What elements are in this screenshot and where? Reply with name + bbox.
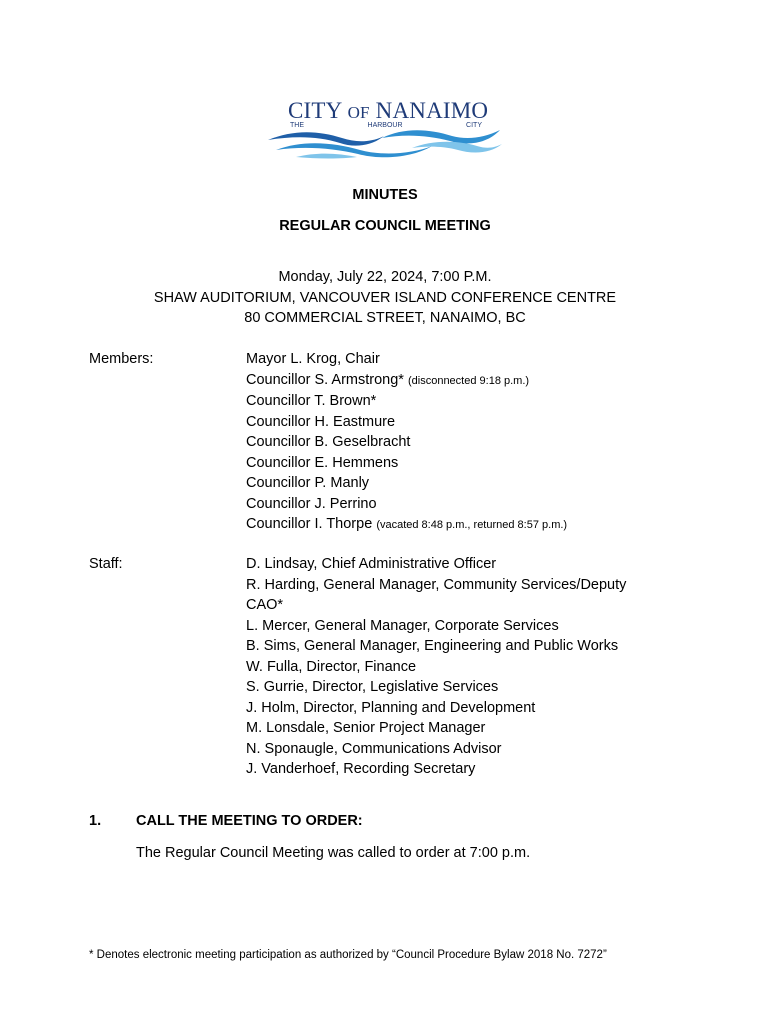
member-item: [246, 432, 567, 453]
staff-item: J. Holm, Director, Planning and Development: [246, 699, 536, 716]
member-name: Councillor P. Manly: [246, 475, 370, 491]
member-name: Mayor L. Krog, Chair: [246, 351, 380, 367]
logo-place-word: NANAIMO: [375, 98, 489, 123]
meeting-venue: SHAW AUDITORIUM, VANCOUVER ISLAND CONFERENCE CENTRE: [153, 290, 617, 306]
member-item: [246, 494, 567, 515]
footnote: * Denotes electronic meeting participation as authorized by “Council Procedure Bylaw 2018 No. 7272”: [89, 949, 607, 961]
logo-tagline-word: HARBOUR: [367, 122, 403, 129]
member-item: [246, 412, 567, 433]
member-note: (vacated 8:48 p.m., returned 8:57 p.m.): [376, 519, 568, 531]
member-item: [246, 473, 567, 494]
staff-item: M. Lonsdale, Senior Project Manager: [246, 720, 486, 736]
meeting-address: 80 COMMERCIAL STREET, NANAIMO, BC: [244, 310, 526, 326]
staff-item: J. Vanderhoef, Recording Secretary: [246, 761, 476, 777]
staff-item: D. Lindsay, Chief Administrative Officer: [246, 556, 497, 572]
document-type: MINUTES: [352, 187, 418, 203]
staff-item: CAO*: [246, 597, 284, 613]
waves-icon: [262, 126, 508, 160]
section-number: 1.: [89, 813, 102, 829]
staff-item: W. Fulla, Director, Finance: [246, 658, 417, 675]
members-label: Members:: [89, 351, 154, 367]
logo-of-word: OF: [347, 103, 370, 122]
staff-item: N. Sponaugle, Communications Advisor: [246, 740, 502, 757]
meeting-title: REGULAR COUNCIL MEETING: [279, 218, 491, 234]
staff-item: L. Mercer, General Manager, Corporate Services: [246, 617, 559, 634]
section-text: The Regular Council Meeting was called to order at 7:00 p.m.: [136, 845, 531, 861]
staff-list: [246, 554, 626, 780]
staff-item: S. Gurrie, Director, Legislative Services: [246, 679, 499, 695]
member-name: Councillor E. Hemmens: [246, 454, 399, 471]
member-item: [246, 391, 567, 412]
staff-label: Staff:: [89, 556, 123, 572]
member-name: Councillor B. Geselbracht: [246, 434, 411, 450]
staff-item: B. Sims, General Manager, Engineering and Public Works: [246, 638, 619, 654]
member-item: [246, 453, 567, 474]
logo-city-word: CITY: [288, 98, 342, 123]
member-name: Councillor I. Thorpe: [246, 516, 373, 532]
meeting-date-time: Monday, July 22, 2024, 7:00 P.M.: [278, 269, 492, 285]
members-list: [246, 349, 567, 536]
member-item: [246, 349, 567, 370]
section-heading: CALL THE MEETING TO ORDER:: [136, 813, 363, 829]
member-item: [246, 370, 567, 392]
city-logo: [262, 98, 508, 168]
staff-item: R. Harding, General Manager, Community Services/Deputy: [246, 576, 627, 593]
member-note: (disconnected 9:18 p.m.): [407, 374, 530, 387]
member-name: Councillor H. Eastmure: [246, 413, 396, 430]
logo-tagline-word: CITY: [466, 122, 482, 129]
member-item: [246, 514, 567, 536]
member-name: Councillor S. Armstrong*: [246, 371, 404, 388]
member-name: Councillor J. Perrino: [246, 495, 377, 512]
logo-tagline-word: THE: [290, 122, 304, 129]
member-name: Councillor T. Brown*: [246, 393, 377, 409]
